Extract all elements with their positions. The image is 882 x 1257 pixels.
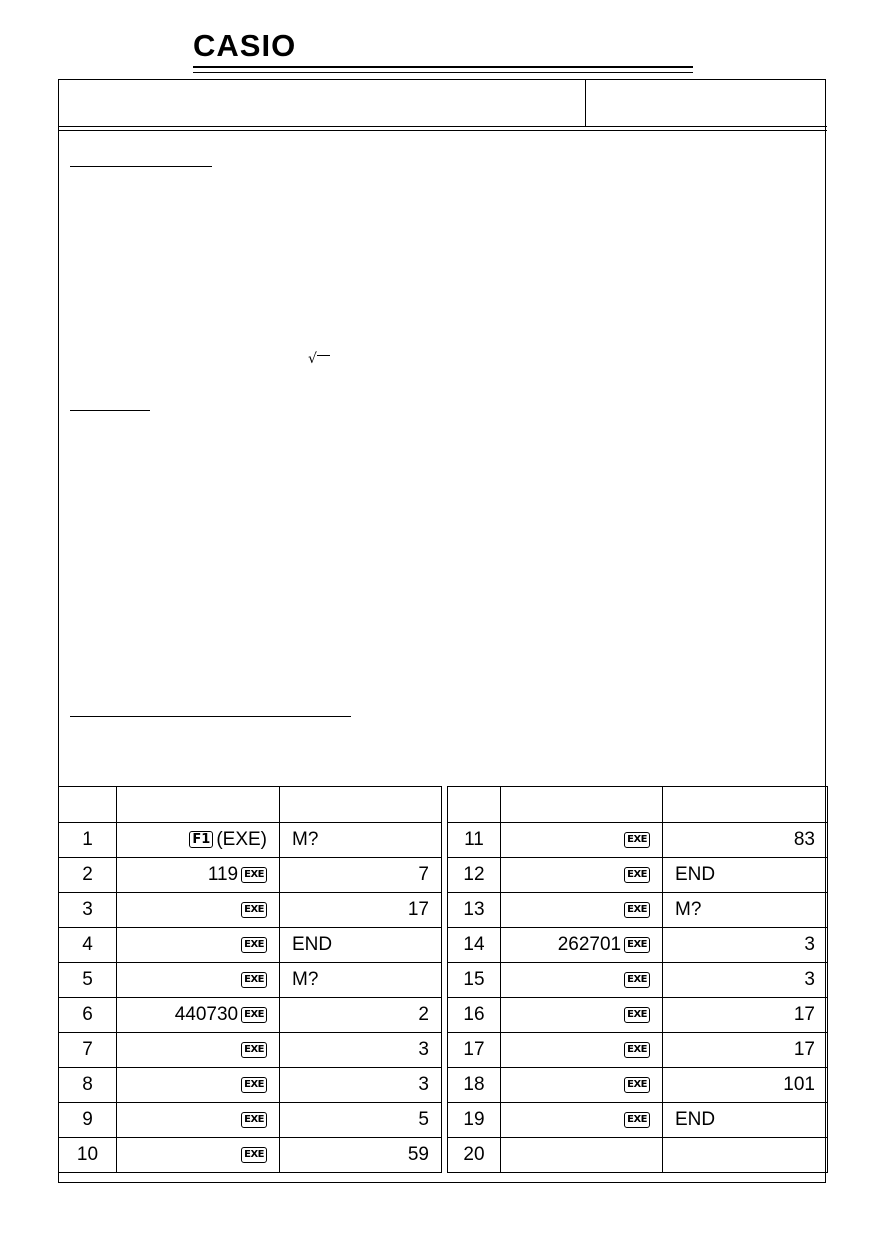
step-number: 10 bbox=[59, 1138, 117, 1173]
header-cell-step-2 bbox=[448, 787, 501, 823]
table-row bbox=[59, 928, 828, 963]
key-operation-cell bbox=[501, 998, 663, 1033]
exe-key-icon: EXE bbox=[624, 902, 650, 918]
display-cell: 2 bbox=[280, 998, 442, 1033]
table-row bbox=[59, 893, 828, 928]
step-number: 17 bbox=[448, 1033, 501, 1068]
step-number: 18 bbox=[448, 1068, 501, 1103]
step-number: 20 bbox=[448, 1138, 501, 1173]
square-root-bar bbox=[317, 355, 330, 356]
key-operation-cell bbox=[501, 1068, 663, 1103]
header-cell-key-operation bbox=[117, 787, 280, 823]
header-cell-key-operation-2 bbox=[501, 787, 663, 823]
display-cell: 59 bbox=[280, 1138, 442, 1173]
display-cell: 3 bbox=[280, 1068, 442, 1103]
step-number: 9 bbox=[59, 1103, 117, 1138]
exe-key-icon: EXE bbox=[624, 937, 650, 953]
step-number: 2 bbox=[59, 858, 117, 893]
step-number: 15 bbox=[448, 963, 501, 998]
exe-key-icon: EXE bbox=[241, 1077, 267, 1093]
key-operation-cell bbox=[501, 963, 663, 998]
exe-key-icon: EXE bbox=[624, 1077, 650, 1093]
f1-key-icon: F1 bbox=[189, 831, 213, 848]
table-row bbox=[59, 858, 828, 893]
display-cell: 101 bbox=[663, 1068, 828, 1103]
key-operation-cell bbox=[117, 1033, 280, 1068]
table-row bbox=[59, 1068, 828, 1103]
exe-key-icon: EXE bbox=[241, 937, 267, 953]
display-cell: 3 bbox=[280, 1033, 442, 1068]
table-row bbox=[59, 823, 828, 858]
exe-key-icon: EXE bbox=[241, 902, 267, 918]
section-heading-underline-3 bbox=[70, 716, 351, 717]
display-cell: 17 bbox=[663, 998, 828, 1033]
key-entry: 262701 bbox=[557, 934, 622, 955]
display-cell: END bbox=[663, 1103, 828, 1138]
table-row bbox=[59, 1103, 828, 1138]
display-cell: END bbox=[280, 928, 442, 963]
key-operation-cell bbox=[117, 1103, 280, 1138]
title-box-bottom-rule bbox=[58, 126, 827, 127]
step-number: 7 bbox=[59, 1033, 117, 1068]
step-number: 6 bbox=[59, 998, 117, 1033]
display-cell: 17 bbox=[663, 1033, 828, 1068]
exe-key-icon: EXE bbox=[624, 1042, 650, 1058]
display-cell: M? bbox=[280, 963, 442, 998]
section-heading-underline-1 bbox=[70, 166, 212, 167]
header-rule-thin bbox=[193, 72, 693, 73]
key-operation-cell bbox=[117, 823, 280, 858]
exe-key-icon: EXE bbox=[241, 867, 267, 883]
casio-logo: CASIO bbox=[193, 28, 297, 63]
step-number: 12 bbox=[448, 858, 501, 893]
exe-key-icon: EXE bbox=[624, 1007, 650, 1023]
step-number: 16 bbox=[448, 998, 501, 1033]
key-operation-cell bbox=[117, 928, 280, 963]
header-rule bbox=[193, 66, 693, 68]
key-operation-cell bbox=[117, 858, 280, 893]
key-entry: 440730 bbox=[174, 1004, 239, 1025]
exe-key-icon: EXE bbox=[241, 1042, 267, 1058]
exe-key-icon: EXE bbox=[624, 832, 650, 848]
key-operation-table bbox=[58, 786, 828, 1173]
step-number: 19 bbox=[448, 1103, 501, 1138]
display-cell: END bbox=[663, 858, 828, 893]
step-number: 3 bbox=[59, 893, 117, 928]
display-cell bbox=[663, 1138, 828, 1173]
key-operation-cell bbox=[117, 963, 280, 998]
key-operation-cell bbox=[117, 1138, 280, 1173]
step-number: 13 bbox=[448, 893, 501, 928]
step-number: 4 bbox=[59, 928, 117, 963]
exe-key-icon: EXE bbox=[241, 1007, 267, 1023]
display-cell: 83 bbox=[663, 823, 828, 858]
key-operation-cell bbox=[117, 893, 280, 928]
key-operation-cell bbox=[501, 928, 663, 963]
title-box-divider bbox=[585, 79, 586, 127]
key-operation-cell bbox=[501, 1103, 663, 1138]
step-number: 8 bbox=[59, 1068, 117, 1103]
key-operation-cell bbox=[117, 1068, 280, 1103]
exe-key-icon: EXE bbox=[241, 1147, 267, 1163]
display-cell: 3 bbox=[663, 928, 828, 963]
table-row bbox=[59, 963, 828, 998]
header-cell-display bbox=[280, 787, 442, 823]
exe-key-icon: EXE bbox=[241, 1112, 267, 1128]
square-root-symbol: √ bbox=[308, 351, 317, 367]
key-operation-cell bbox=[501, 1033, 663, 1068]
key-entry: (EXE) bbox=[216, 829, 267, 850]
key-operation-cell bbox=[501, 893, 663, 928]
display-cell: 7 bbox=[280, 858, 442, 893]
key-entry: 119 bbox=[207, 864, 239, 885]
step-number: 5 bbox=[59, 963, 117, 998]
display-cell: M? bbox=[663, 893, 828, 928]
title-box-bottom-rule-double bbox=[58, 130, 827, 131]
key-operation-cell bbox=[117, 998, 280, 1033]
exe-key-icon: EXE bbox=[624, 867, 650, 883]
display-cell: M? bbox=[280, 823, 442, 858]
display-cell: 17 bbox=[280, 893, 442, 928]
table-row bbox=[59, 1033, 828, 1068]
header-cell-step bbox=[59, 787, 117, 823]
table-row bbox=[59, 998, 828, 1033]
key-operation-cell bbox=[501, 823, 663, 858]
display-cell: 3 bbox=[663, 963, 828, 998]
table-header-row bbox=[59, 787, 828, 823]
key-operation-cell bbox=[501, 1138, 663, 1173]
exe-key-icon: EXE bbox=[241, 972, 267, 988]
exe-key-icon: EXE bbox=[624, 1112, 650, 1128]
table-row bbox=[59, 1138, 828, 1173]
step-number: 1 bbox=[59, 823, 117, 858]
display-cell: 5 bbox=[280, 1103, 442, 1138]
header-cell-display-2 bbox=[663, 787, 828, 823]
exe-key-icon: EXE bbox=[624, 972, 650, 988]
step-number: 14 bbox=[448, 928, 501, 963]
step-number: 11 bbox=[448, 823, 501, 858]
section-heading-underline-2 bbox=[70, 410, 150, 411]
key-operation-cell bbox=[501, 858, 663, 893]
